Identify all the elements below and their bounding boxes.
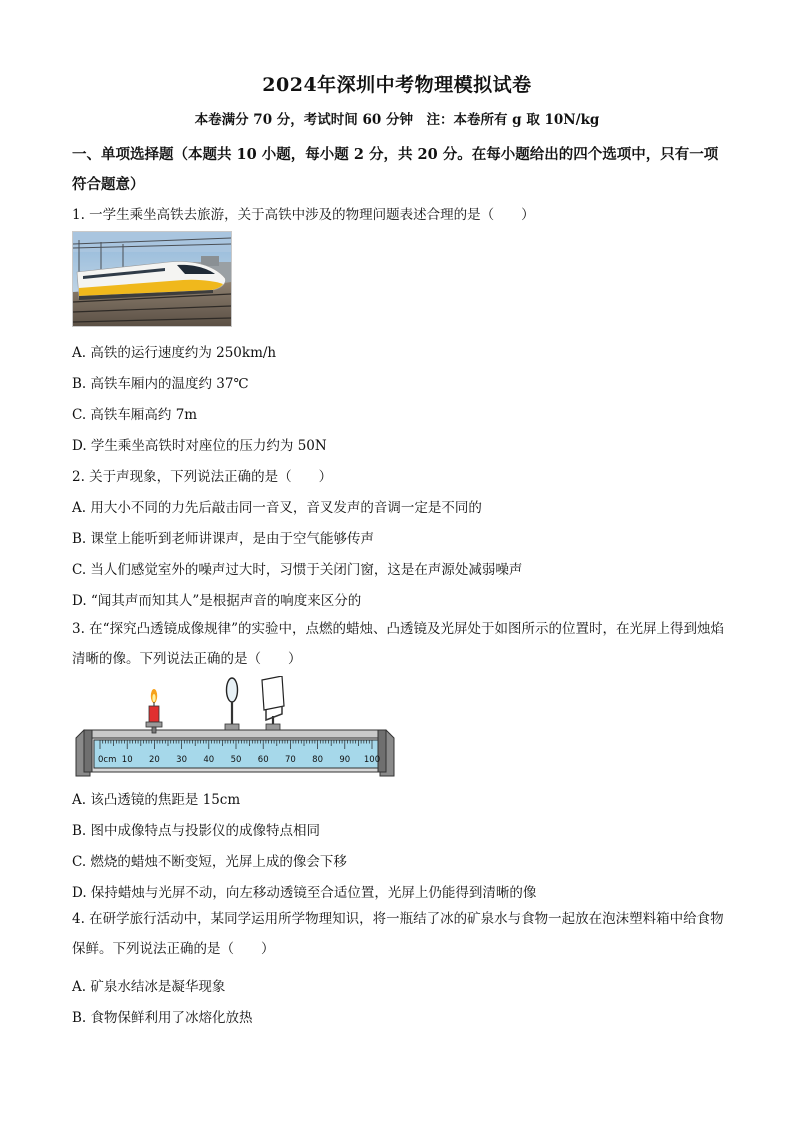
question-2-stem: 2. 关于声现象，下列说法正确的是（ ） (72, 469, 333, 485)
question-3-option-d: D. 保持蜡烛与光屏不动，向左移动透镜至合适位置，光屏上仍能得到清晰的像 (72, 885, 537, 901)
question-1-option-d: D. 学生乘坐高铁时对座位的压力约为 50N (72, 438, 327, 454)
candle (146, 689, 162, 733)
question-1-option-a: A. 高铁的运行速度约为 250km/h (72, 345, 277, 361)
question-4-option-a: A. 矿泉水结冰是凝华现象 (72, 979, 226, 995)
train-photo (72, 231, 232, 327)
ruler-label: 20 (148, 755, 160, 765)
question-2-option-a: A. 用大小不同的力先后敲击同一音叉，音叉发声的音调一定是不同的 (72, 500, 482, 516)
section-heading: 一、单项选择题（本题共 10 小题，每小题 2 分，共 20 分。在每小题给出的四个选项中，只有一项符合题意） (72, 146, 719, 193)
ruler-label: 90 (339, 755, 351, 765)
ruler-label: 30 (176, 755, 188, 765)
question-1-option-b: B. 高铁车厢内的温度约 37℃ (72, 376, 249, 392)
ruler-label: 10 (121, 755, 133, 765)
optical-bench-diagram (70, 676, 400, 782)
convex-lens (225, 678, 239, 730)
ruler-label: 50 (230, 755, 242, 765)
question-2-option-b: B. 课堂上能听到老师讲课声，是由于空气能够传声 (72, 531, 375, 547)
question-2-option-c: C. 当人们感觉室外的噪声过大时，习惯于关闭门窗，这是在声源处减弱噪声 (72, 562, 523, 578)
optical-bench-rail (76, 730, 394, 776)
ruler-label: 80 (312, 755, 324, 765)
ruler-label: 70 (284, 755, 296, 765)
question-4-option-b: B. 食物保鲜利用了冰熔化放热 (72, 1010, 253, 1026)
ruler-label: 100 (363, 755, 381, 765)
light-screen (262, 676, 284, 730)
ruler-label: 40 (203, 755, 215, 765)
question-1-stem: 1. 一学生乘坐高铁去旅游，关于高铁中涉及的物理问题表述合理的是（ ） (72, 207, 535, 223)
page-title: 2024年深圳中考物理模拟试卷 (262, 74, 532, 96)
question-4-stem: 4. 在研学旅行活动中，某同学运用所学物理知识，将一瓶结了冰的矿泉水与食物一起放在泡沫塑料箱中给食物保鲜。下列说法正确的是（ ） (72, 911, 724, 957)
ruler-label: 0cm (98, 755, 117, 765)
question-3-option-b: B. 图中成像特点与投影仪的成像特点相同 (72, 823, 321, 839)
exam-info: 本卷满分 70 分，考试时间 60 分钟 注：本卷所有 g 取 10N/kg (194, 112, 600, 128)
ruler-label: 60 (257, 755, 269, 765)
question-2-option-d: D. “闻其声而知其人”是根据声音的响度来区分的 (72, 593, 362, 609)
question-3-stem: 3. 在“探究凸透镜成像规律”的实验中，点燃的蜡烛、凸透镜及光屏处于如图所示的位置时，在光屏上得到烛焰清晰的像。下列说法正确的是（ ） (72, 621, 724, 667)
question-3-option-a: A. 该凸透镜的焦距是 15cm (72, 792, 241, 808)
question-3-option-c: C. 燃烧的蜡烛不断变短，光屏上成的像会下移 (72, 854, 347, 870)
question-1-option-c: C. 高铁车厢高约 7m (72, 407, 198, 423)
